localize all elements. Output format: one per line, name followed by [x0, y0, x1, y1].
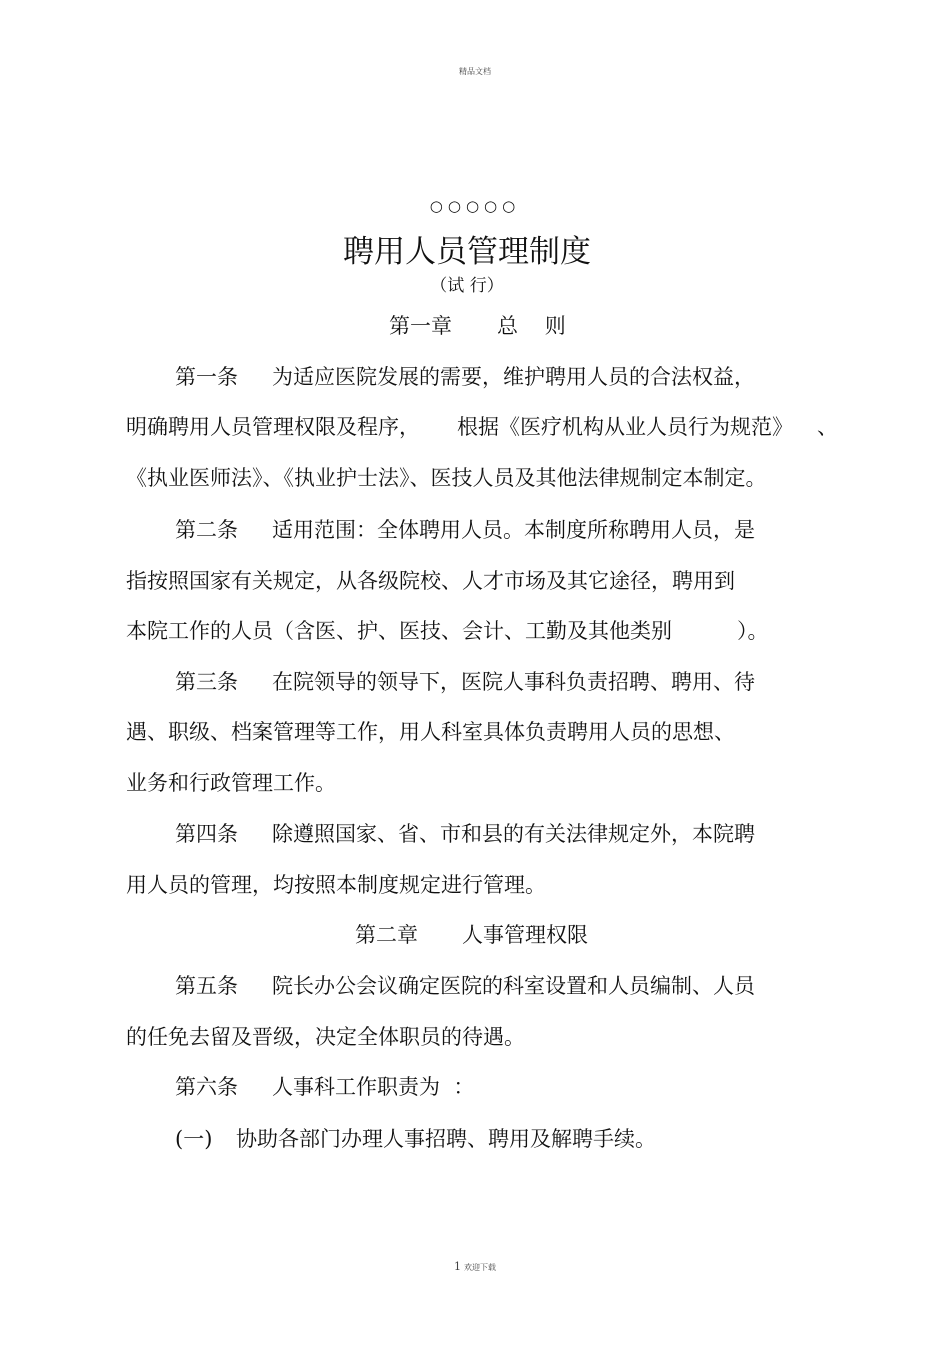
chapter2-name: 人事管理权限 — [462, 923, 588, 947]
document-title: 聘用人员管理制度 — [343, 234, 591, 270]
article6-item1-label: (一) — [175, 1127, 213, 1151]
article2-line3a: 本院工作的人员（含医、护、医技、会计、工勤及其他类别 — [126, 619, 672, 643]
chapter1-name: 总 则 — [497, 314, 566, 338]
article5-line1: 院长办公会议确定医院的科室设置和人员编制、人员 — [272, 974, 755, 998]
chapter1-label: 第一章 — [389, 314, 452, 338]
document-subtitle: （试 行） — [430, 276, 504, 296]
article4-label: 第四条 — [175, 822, 238, 846]
article1-line1: 为适应医院发展的需要，维护聘用人员的合法权益， — [272, 365, 755, 389]
article5-line2: 的任免去留及晋级，决定全体职员的待遇。 — [126, 1025, 525, 1049]
article3-label: 第三条 — [175, 670, 238, 694]
article6-item1: 协助各部门办理人事招聘、聘用及解聘手续。 — [236, 1127, 656, 1151]
article6-label: 第六条 — [175, 1075, 238, 1099]
page-footer — [0, 1260, 950, 1273]
article1-line2c: 、 — [817, 415, 838, 439]
article5-label: 第五条 — [175, 974, 238, 998]
article2-label: 第二条 — [175, 518, 238, 542]
circle-decoration: ○○○○○ — [429, 197, 521, 215]
article1-line2a: 明确聘用人员管理权限及程序， — [126, 415, 420, 439]
article6-line1: 人事科工作职责为 ： — [272, 1075, 475, 1099]
article1-label: 第一条 — [175, 365, 238, 389]
article3-line2: 遇、职级、档案管理等工作，用人科室具体负责聘用人员的思想、 — [126, 720, 735, 744]
article2-line2: 指按照国家有关规定，从各级院校、人才市场及其它途径，聘用到 — [126, 569, 735, 593]
article4-line2: 用人员的管理，均按照本制度规定进行管理。 — [126, 873, 546, 897]
article2-line1: 适用范围：全体聘用人员。本制度所称聘用人员，是 — [272, 518, 755, 542]
article3-line1: 在院领导的领导下，医院人事科负责招聘、聘用、待 — [272, 670, 755, 694]
article3-line3: 业务和行政管理工作。 — [126, 771, 336, 795]
article1-line2b: 根据《医疗机构从业人员行为规范》 — [457, 415, 793, 439]
chapter2-label: 第二章 — [355, 923, 418, 947]
article4-line1: 除遵照国家、省、市和县的有关法律规定外，本院聘 — [272, 822, 755, 846]
page-header: 精品文档 — [459, 67, 491, 76]
page-number: 1 — [454, 1260, 461, 1273]
article1-line3: 《执业医师法》、《执业护士法》、医技人员及其他法律规制定本制定。 — [126, 466, 767, 490]
article2-line3b: ）。 — [737, 619, 769, 643]
footer-text: 欢迎下载 — [464, 1263, 496, 1272]
